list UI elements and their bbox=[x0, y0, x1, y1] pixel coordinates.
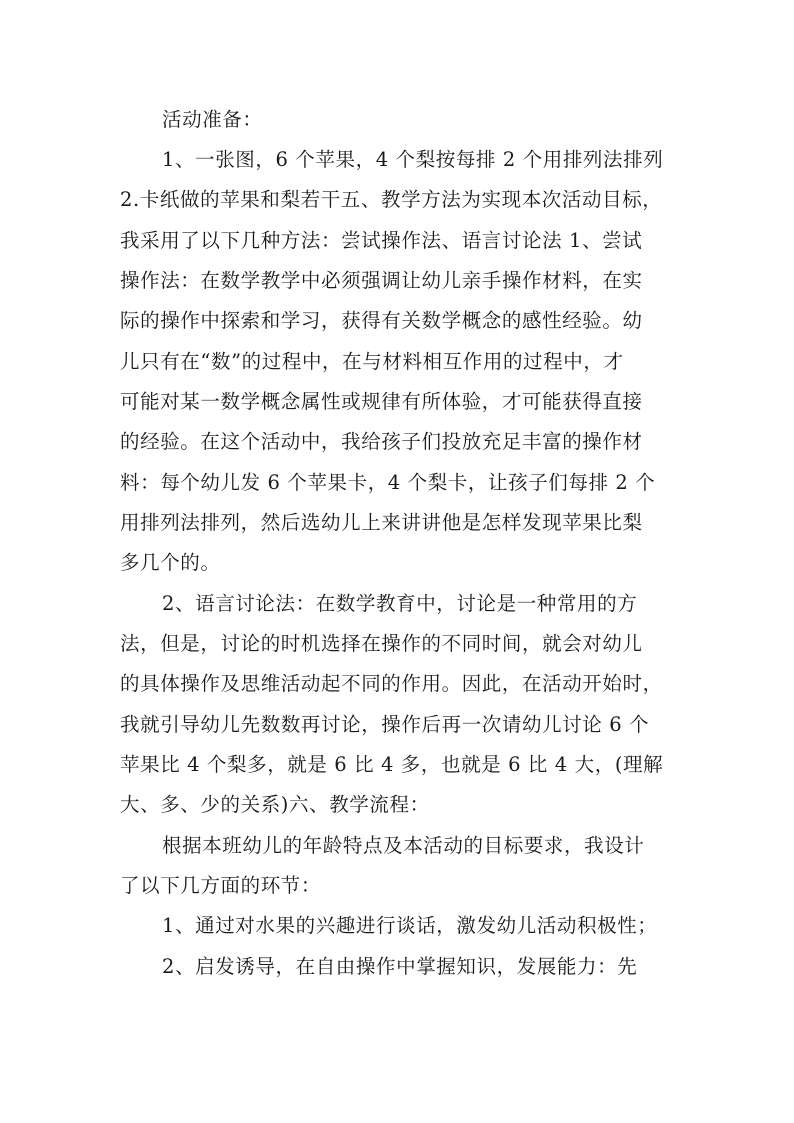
paragraph-line: 苹果比 4 个梨多，就是 6 比 4 多，也就是 6 比 4 大，(理解 bbox=[120, 753, 664, 776]
paragraph-line: 2、语言讨论法：在数学教育中，讨论是一种常用的方 bbox=[162, 592, 638, 615]
paragraph-line: 的具体操作及思维活动起不同的作用。因此，在活动开始时， bbox=[120, 672, 663, 695]
paragraph-line: 际的操作中探索和学习，获得有关数学概念的感性经验。幼 bbox=[120, 309, 643, 332]
paragraph-line: 1、通过对水果的兴趣进行谈话，激发幼儿活动积极性； bbox=[162, 914, 658, 937]
paragraph-line: 我就引导幼儿先数数再讨论，操作后再一次请幼儿讨论 6 个 bbox=[120, 713, 650, 736]
paragraph-line: 根据本班幼儿的年龄特点及本活动的目标要求，我设计 bbox=[162, 834, 645, 857]
paragraph-line: 我采用了以下几种方法：尝试操作法、语言讨论法 1、尝试 bbox=[120, 229, 643, 252]
paragraph-line: 儿只有在“数”的过程中，在与材料相互作用的过程中，才 bbox=[120, 350, 624, 373]
paragraph-line: 2.卡纸做的苹果和梨若干五、教学方法为实现本次活动目标， bbox=[120, 188, 663, 211]
paragraph-line: 料：每个幼儿发 6 个苹果卡，4 个梨卡，让孩子们每排 2 个 bbox=[120, 471, 656, 494]
paragraph-line: 用排列法排列，然后选幼儿上来讲讲他是怎样发现苹果比梨 bbox=[120, 511, 643, 534]
paragraph-line: 多几个的。 bbox=[120, 551, 221, 574]
paragraph-line: 可能对某一数学概念属性或规律有所体验，才可能获得直接 bbox=[120, 390, 643, 413]
paragraph-line: 1、一张图，6 个苹果，4 个梨按每排 2 个用排列法排列 bbox=[162, 148, 664, 171]
paragraph-line: 的经验。在这个活动中，我给孩子们投放充足丰富的操作材 bbox=[120, 430, 643, 453]
paragraph-line: 2、启发诱导，在自由操作中掌握知识，发展能力：先 bbox=[162, 955, 638, 978]
paragraph-line: 操作法：在数学教学中必须强调让幼儿亲手操作材料，在实 bbox=[120, 269, 643, 292]
paragraph-line: 大、多、少的关系)六、教学流程： bbox=[120, 793, 430, 816]
paragraph-line: 法，但是，讨论的时机选择在操作的不同时间，就会对幼儿 bbox=[120, 632, 643, 655]
paragraph-line: 了以下几方面的环节： bbox=[120, 874, 322, 897]
heading-activity-preparation: 活动准备： bbox=[162, 108, 263, 131]
